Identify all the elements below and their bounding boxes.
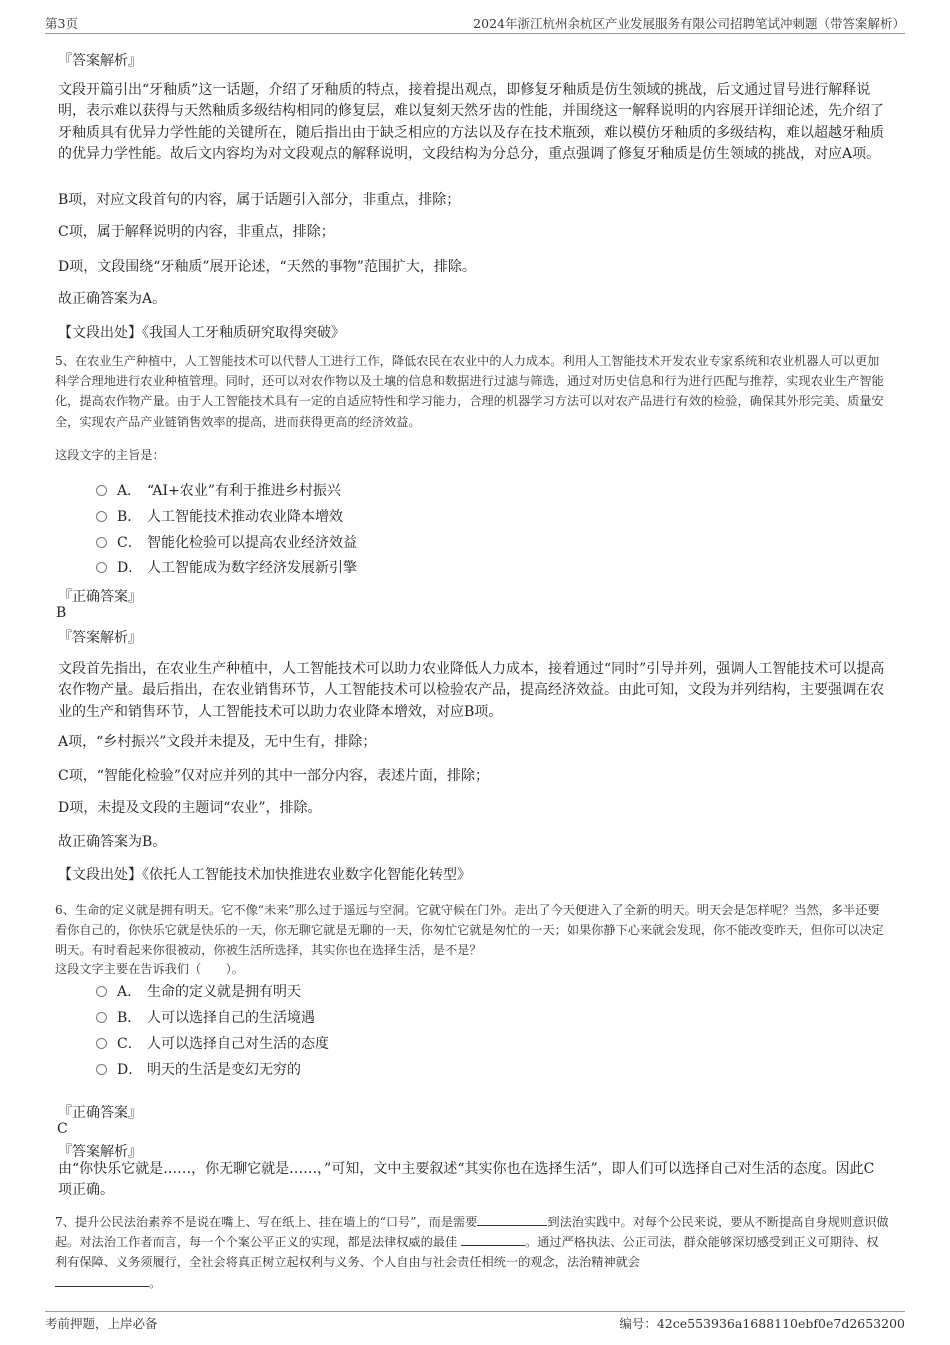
footer-slogan: 考前押题，上岸必备 [45,1316,158,1331]
q5-option-c-note: C项，“智能化检验”仅对应并列的其中一部分内容，表述片面，排除； [58,768,490,784]
q5-answer: B [56,605,67,621]
header-divider [45,33,905,34]
q7-blank-1[interactable] [477,1213,547,1226]
q6-prompt: 这段文字主要在告诉我们（ ）。 [55,962,244,976]
q7-stem: 7、提升公民法治素养不是说在嘴上、写在纸上、挂在墙上的“口号”，而是需要 到法治实践中。对每个公民来说，要从不断提高自身规则意识做起。对法治工作者而言，每一个个案公平正义的实现，都是法律权威的最佳 。通过严格执法、公正司法，群众能够深切感受到正义可期待、权利有保障、义务须履行，全社会将真正树立起权利与义务、个人自由与社会责任相统一的观念，法治精神就会 。 [55,1215,889,1290]
radio-icon[interactable] [96,986,107,997]
radio-icon[interactable] [96,1038,107,1049]
q6-option-a[interactable]: A． 生命的定义就是拥有明天 [96,982,301,1002]
radio-icon[interactable] [96,562,107,573]
q5-option-c[interactable]: C． 智能化检验可以提高农业经济效益 [96,533,357,553]
page-number: 第3页 [45,16,78,31]
radio-icon[interactable] [96,1012,107,1023]
q7-blank-3[interactable] [55,1274,149,1287]
q5-stem: 5、在农业生产种植中，人工智能技术可以代替人工进行工作，降低农民在农业中的人力成本。利用人工智能技术开发农业专家系统和农业机器人可以更加科学合理地进行农业种植管理。同时，还可以对农作物以及土壤的信息和数据进行过滤与筛选，通过对历史信息和行为进行匹配与推荐，实现农业生产智能化，提高农作物产量。由于人工智能技术具有一定的自适应特性和学习能力，合理的机器学习方法可以对农产品进行有效的检验，确保其外形完美、质量安全，实现农产品产业链销售效率的提高，进而获得更高的经济效益。 [55,354,884,429]
q4-option-b-note: B项，对应文段首句的内容，属于话题引入部分，非重点，排除； [58,192,461,208]
radio-icon[interactable] [96,1064,107,1075]
q4-option-c-note: C项，属于解释说明的内容，非重点，排除； [58,224,335,240]
footer-divider [45,1311,905,1312]
q5-answer-label: 『正确答案』 [58,589,142,605]
document-id: 编号：42ce553936a1688110ebf0e7d2653200 [619,1316,905,1331]
q5-analysis-text: 文段首先指出，在农业生产种植中，人工智能技术可以助力农业降低人力成本，接着通过“同时”引导并列，强调人工智能技术可以提高农作物产量。最后指出，在农业销售环节，人工智能技术可以检验农产品，提高经济效益。由此可知，文段为并列结构，主要强调在农业的生产和销售环节，人工智能技术可以助力农业降本增效，对应B项。 [58,661,885,720]
q5-analysis-label: 『答案解析』 [58,630,142,646]
q5-option-a-note: A项，“乡村振兴”文段并未提及，无中生有，排除； [58,734,377,750]
q5-option-b[interactable]: B． 人工智能技术推动农业降本增效 [96,507,343,527]
q4-option-d-note: D项，文段围绕“牙釉质”展开论述，“天然的事物”范围扩大，排除。 [58,259,476,275]
q5-source: 【文段出处】《依托人工智能技术加快推进农业数字化智能化转型》 [58,867,471,883]
q6-answer: C [57,1121,68,1137]
q4-source: 【文段出处】《我国人工牙釉质研究取得突破》 [58,325,345,341]
q6-stem: 6、生命的定义就是拥有明天。它不像“未来”那么过于遥远与空洞。它就守候在门外。走出了今天便进入了全新的明天。明天会是怎样呢？当然，多半还要看你自己的，你快乐它就是快乐的一天，你无聊它就是无聊的一天，你匆忙它就是匆忙的一天；如果你静下心来就会发现，你不能改变昨天，但你可以决定明天。有时看起来你很被动，你被生活所选择，其实你也在选择生活，是不是？ [55,903,884,958]
q6-analysis-label: 『答案解析』 [58,1144,142,1160]
q5-prompt: 这段文字的主旨是： [55,448,165,462]
q5-option-d[interactable]: D． 人工智能成为数字经济发展新引擎 [96,558,357,578]
q5-option-a[interactable]: A． “AI+农业”有利于推进乡村振兴 [96,481,341,501]
q6-answer-label: 『正确答案』 [58,1105,142,1121]
q4-analysis-text: 文段开篇引出“牙釉质”这一话题，介绍了牙釉质的特点，接着提出观点，即修复牙釉质是仿生领域的挑战，后文通过冒号进行解释说明，表示难以获得与天然釉质多级结构相同的修复层，难以复刻天然牙齿的性能，并围绕这一解释说明的内容展开详细论述，先介绍了牙釉质具有优异力学性能的关键所在，随后指出由于缺乏相应的方法以及存在技术瓶颈，难以模仿牙釉质的多级结构，难以超越牙釉质的优异力学性能。故后文内容均为对文段观点的解释说明，文段结构为分总分，重点强调了修复牙釉质是仿生领域的挑战，对应A项。 [58,82,884,162]
radio-icon[interactable] [96,511,107,522]
radio-icon[interactable] [96,537,107,548]
q6-option-d[interactable]: D． 明天的生活是变幻无穷的 [96,1060,301,1080]
document-title: 2024年浙江杭州余杭区产业发展服务有限公司招聘笔试冲刺题（带答案解析） [473,16,905,31]
q6-option-c[interactable]: C． 人可以选择自己对生活的态度 [96,1034,329,1054]
q7-blank-2[interactable] [461,1233,525,1246]
q4-analysis-label: 『答案解析』 [58,53,142,69]
q5-option-d-note: D项，未提及文段的主题词“农业”，排除。 [58,800,322,816]
q6-analysis-text: 由“你快乐它就是……，你无聊它就是……，”可知，文中主要叙述“其实你也在选择生活”，即人们可以选择自己对生活的态度。因此C项正确。 [58,1161,875,1199]
q5-conclusion: 故正确答案为B。 [58,834,167,850]
q6-option-b[interactable]: B． 人可以选择自己的生活境遇 [96,1008,315,1028]
radio-icon[interactable] [96,485,107,496]
q4-conclusion: 故正确答案为A。 [58,291,167,307]
